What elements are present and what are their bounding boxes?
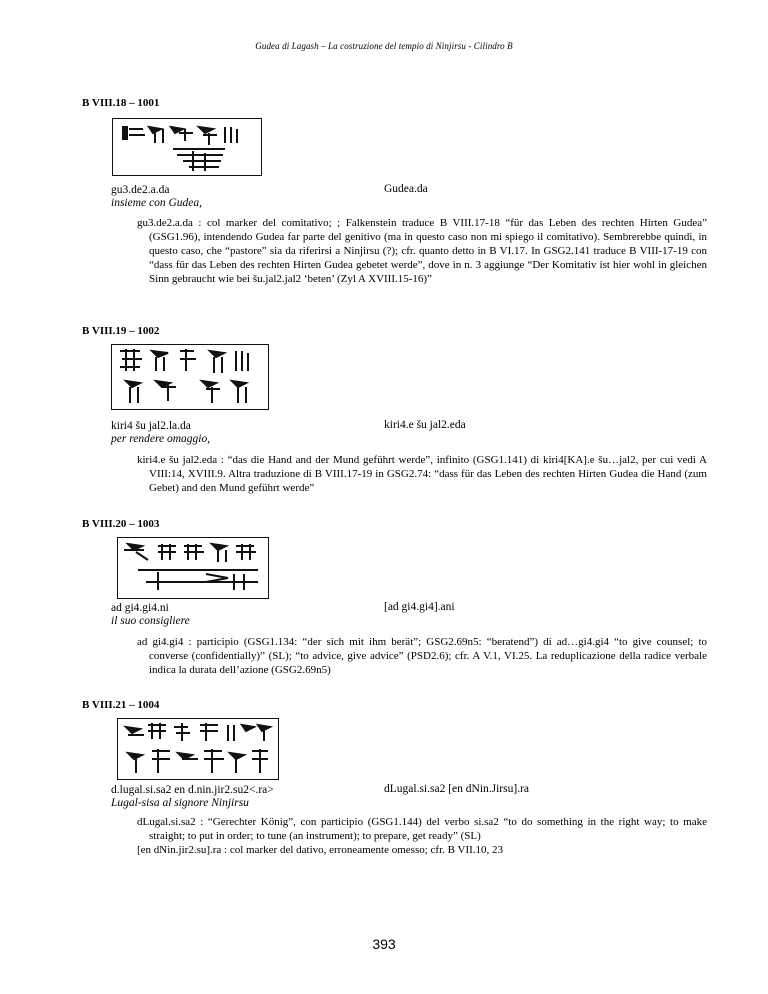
entry-title: B VIII.19 – 1002 [82,325,160,337]
entry-title: B VIII.18 – 1001 [82,97,160,109]
commentary-paragraph: dLugal.si.sa2 : “Gerechter König”, con participio (GSG1.144) del verbo si.sa2 “to do something in the right way; to make straight; to put in order; to tune (an instrument); to prepare, get ready” (SL) [137,816,707,842]
translation: il suo consigliere [111,615,190,627]
cuneiform-tablet-image [111,344,269,410]
commentary-paragraph: gu3.de2.a.da : col marker del comitativo; ; Falkenstein traduce B VIII.17-18 “für das Leben des rechten Hirten Gudea” (GSG1.96), intendendo Gudea far parte del genitivo (ma in questo caso non mi spiego il comitativo). Sembrerebbe quindi, in questo caso, che “pastore” sia da riferirsi a Ninjirsu (?); cfr. quanto detto in B VI.17. In GSG2.141 traduce B VIII-17-19 con “dass für das Leben des rechten Hirten Gudea gebetet werde”, dove in n. 3 aggiunge “Der Komitativ ist hier wohl in gleichen Sinn gebraucht wie bei šu.jal2.jal2 ‘beten’ (Zyl A XVIII.15-16)” [137,217,707,285]
transliteration: d.lugal.si.sa2 en d.nin.jir2.su2<.ra> [111,784,274,796]
entry-title: B VIII.21 – 1004 [82,699,160,711]
commentary-paragraph: ad gi4.gi4 : participio (GSG1.134: “der sich mit ihm berät”; GSG2.69n5: “beratend”) di ad…gi4.gi4 “to give counsel; to converse (confidentially)” (SL); “to advice, give advice” (PSD2.6); cfr. A V.1, VI.25. La reduplicazione della radice verbale indica la durata dell’azione (GSG2.69n5) [137,636,707,676]
page-number: 393 [372,936,396,952]
commentary [137,216,707,286]
normalized-form: dLugal.si.sa2 [en dNin.Jirsu].ra [384,783,529,795]
translation: per rendere omaggio, [111,433,211,445]
commentary-paragraph: [en dNin.jir2.su].ra : col marker del dativo, erroneamente omesso; cfr. B VII.10, 23 [137,844,504,856]
cuneiform-tablet-image [112,118,262,176]
normalized-form: kiri4.e šu jal2.eda [384,419,466,431]
cuneiform-tablet-image [117,537,269,599]
normalized-form: Gudea.da [384,183,428,195]
transliteration: kiri4 šu jal2.la.da [111,420,191,432]
normalized-form: [ad gi4.gi4].ani [384,601,455,613]
commentary [137,815,707,857]
entry-title: B VIII.20 – 1003 [82,518,160,530]
transliteration: ad gi4.gi4.ni [111,602,169,614]
commentary [137,635,707,677]
running-header: Gudea di Lagash – La costruzione del tempio di Ninjirsu - Cilindro B [255,41,513,51]
translation: insieme con Gudea, [111,197,203,209]
cuneiform-tablet-image [117,718,279,780]
transliteration: gu3.de2.a.da [111,184,170,196]
translation: Lugal-sisa al signore Ninjirsu [111,797,249,809]
commentary [137,453,707,495]
commentary-paragraph: kiri4.e šu jal2.eda : “das die Hand and der Mund geführt werde”, infinito (GSG1.141) di kiri4[KA].e šu…jal2, per cui vedi A VIII:14, XVIII.9. Altra traduzione di B VIII.17-19 in GSG2.74: “dass für das Leben des rechten Hirten Gudea die Hand (zum Gebet) and den Mund geführt werde” [137,454,707,494]
